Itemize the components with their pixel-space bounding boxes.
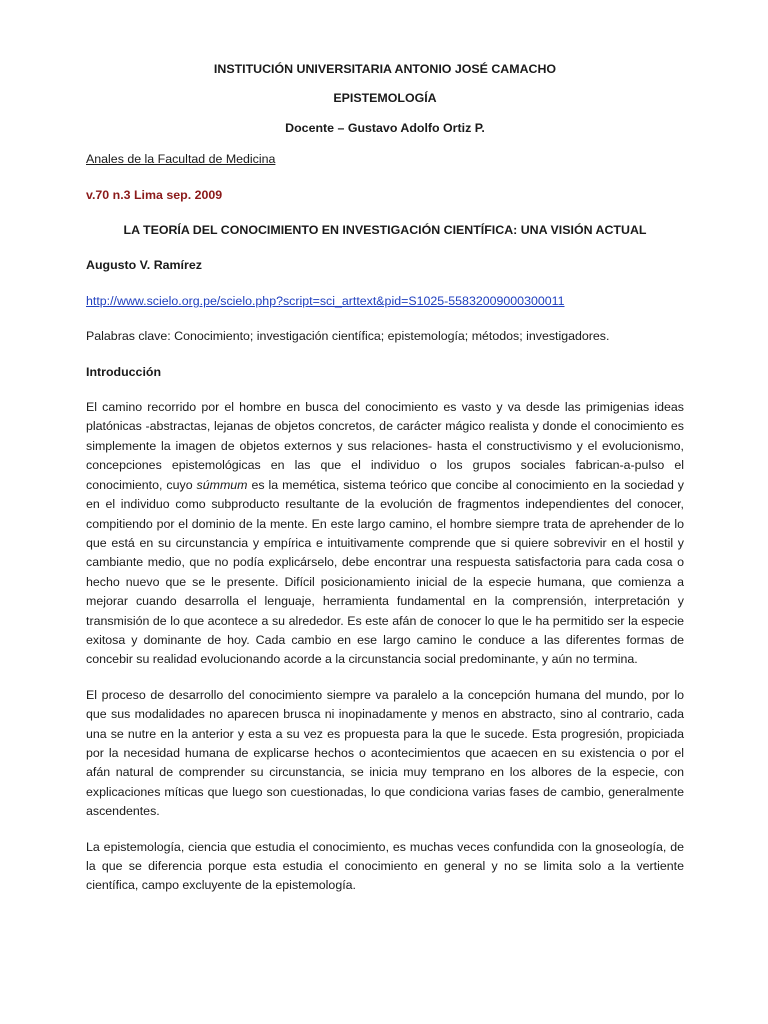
keywords-list: Conocimiento; investigación científica; epistemología; métodos; investigadores. — [170, 329, 610, 344]
keywords-line — [86, 327, 684, 346]
article-title: LA TEORÍA DEL CONOCIMIENTO EN INVESTIGACIÓN CIENTÍFICA: UNA VISIÓN ACTUAL — [123, 223, 647, 238]
journal-name: Anales de la Facultad de Medicina — [86, 152, 276, 167]
paragraph-1-part-b: es la memética, sistema teórico que concibe al conocimiento en la sociedad y en el individuo como subproducto resultante de la evolución de fragmentos independientes del conocer, compitiendo por el dominio de la mente. En este largo camino, el hombre siempre trata de aprehender de lo que está en su circunstancia y empírica e intuitivamente comprende que si quiere sobrevivir en el hostil y cambiante medio, que no podía explicárselo, debe encontrar una respuesta satisfactoria para cada cosa o hecho nuevo que se le presente. Difícil posicionamiento inicial de la especie humana, que comienza a mejorar cuando desarrolla el lenguaje, herramienta fundamental en la comprensión, interpretación y transmisión de lo que acontece a su alrededor. Es este afán de conocer lo que le ha permitido ser la especie exitosa y dominante de hoy. Cada cambio en ese largo camino le conduce a las diferentes formas de concebir su realidad evolucionando acorde a la circunstancia social predominante, y aún no termina. — [86, 477, 684, 667]
paragraph-1-emphasis: súmmum — [196, 477, 248, 492]
journal-volume: v.70 n.3 Lima sep. 2009 — [86, 187, 223, 202]
institution-heading: INSTITUCIÓN UNIVERSITARIA ANTONIO JOSÉ CAMACHO — [213, 62, 557, 76]
article-url-text[interactable]: http://www.scielo.org.pe/scielo.php?script=sci_arttext&pid=S1025-55832009000300011 — [86, 293, 565, 308]
section-title: Introducción — [86, 364, 162, 379]
keywords-label: Palabras clave: — [86, 329, 171, 344]
article-url-link[interactable] — [86, 292, 684, 311]
paragraph-3: La epistemología, ciencia que estudia el conocimiento, es muchas veces confundida con la gnoseología, de la que se diferencia porque esta estudia el conocimiento en general y no se limita solo a la vertiente científica, campo excluyente de la epistemología. — [86, 839, 684, 893]
article-author: Augusto V. Ramírez — [86, 258, 202, 273]
course-heading: EPISTEMOLOGÍA — [333, 91, 437, 106]
paragraph-1 — [86, 398, 684, 670]
paragraph-2: El proceso de desarrollo del conocimiento siempre va paralelo a la concepción humana del mundo, por lo que sus modalidades no aparecen brusca ni inopinadamente y menos en abstracto, sino al contrario, cada una se nutre en la anterior y esta a su vez es propuesta para la que le sucede. Esta progresión, propiciada por la necesidad humana de explicarse hechos o acontecimientos que acaecen en su existencia o por el afán natural de comprender su circunstancia, se inicia muy temprano en los albores de la especie, con explicaciones míticas que luego son cuestionadas, lo que condiciona varias fases de cambio, generalmente ascendentes. — [86, 687, 684, 819]
paragraph-1-part-a: El camino recorrido por el hombre en busca del conocimiento es vasto y va desde las primigenias ideas platónicas -abstractas, lejanas de objetos concretos, de carácter mágico realista y donde el conocimiento es simplemente la imagen de objetos externos y sus relaciones- hasta el constructivismo y el evolucionismo, concepciones epistemológicas en las que el individuo o los grupos sociales fabrican-a-pulso el conocimiento, cuyo — [86, 400, 684, 492]
teacher-heading: Docente – Gustavo Adolfo Ortiz P. — [285, 120, 485, 135]
